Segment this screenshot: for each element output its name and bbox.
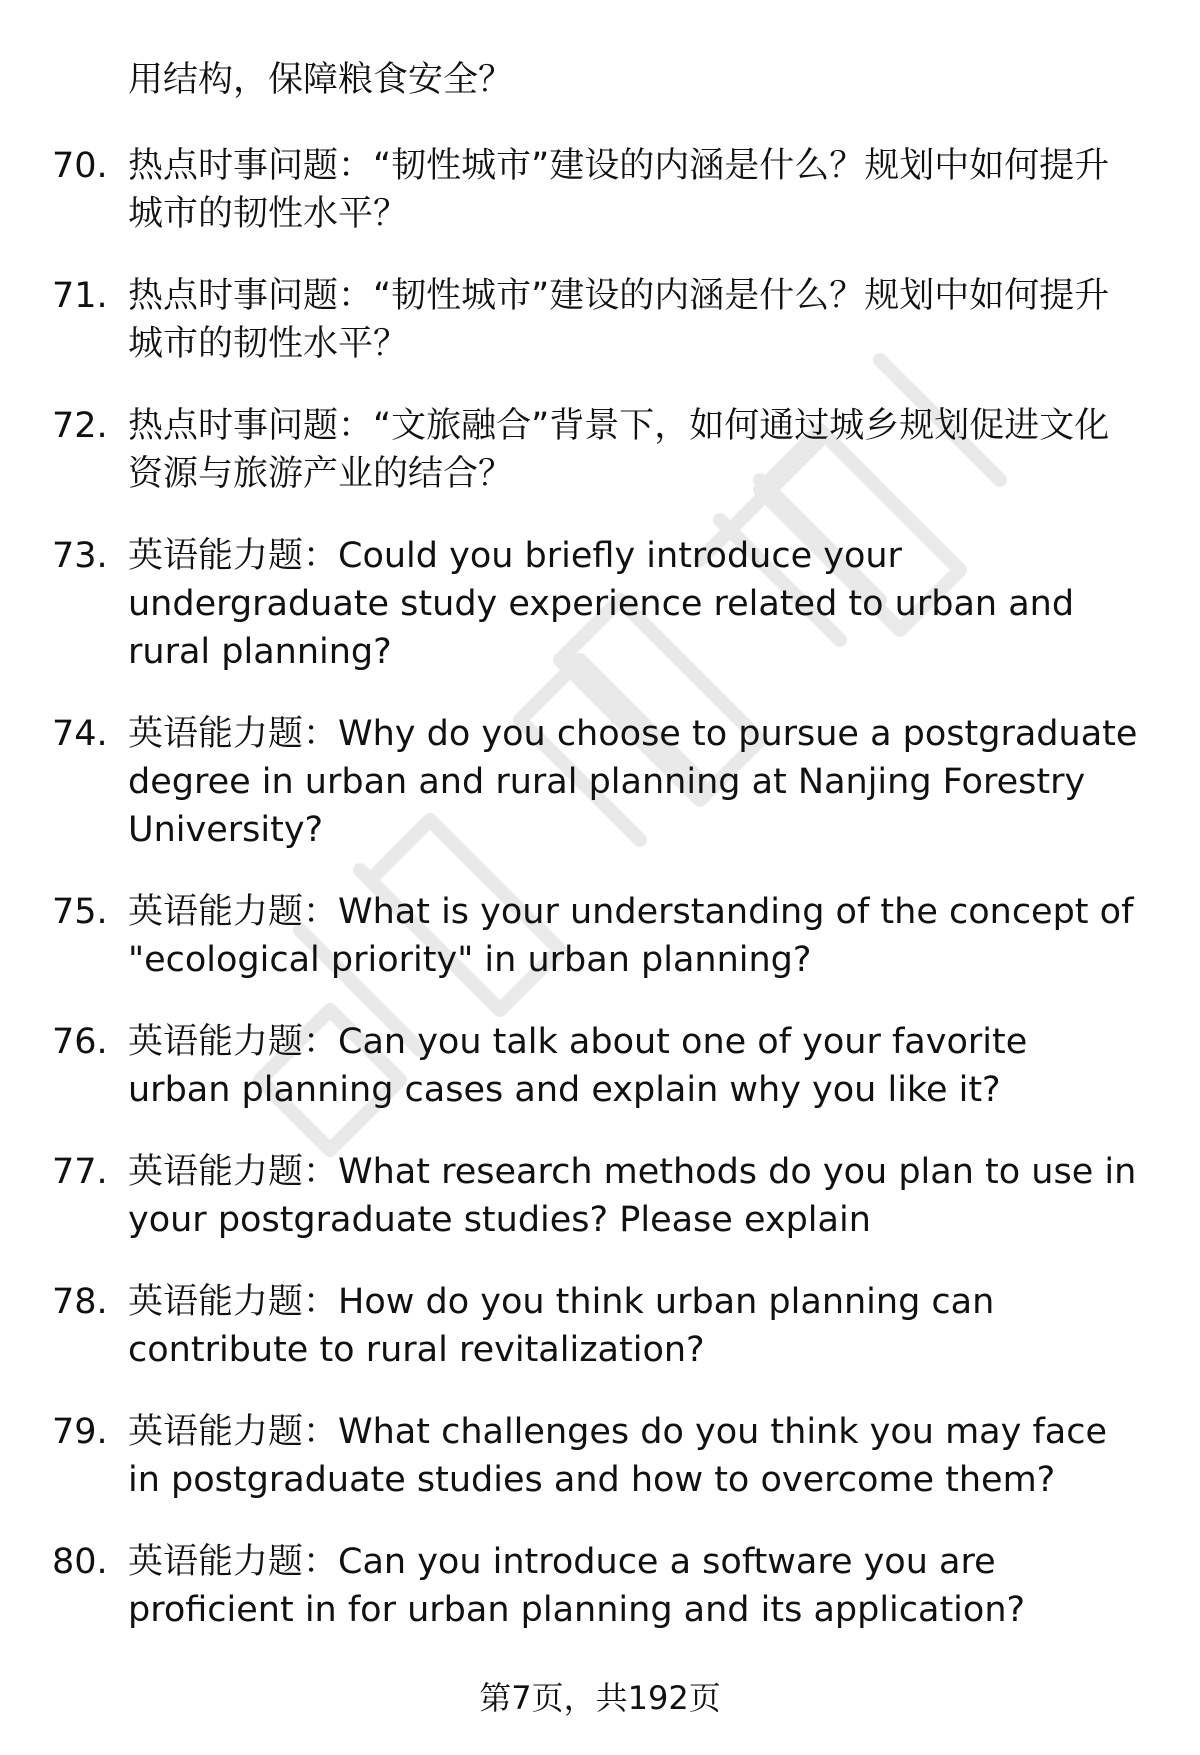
list-item: [0, 1538, 1140, 1634]
question-number: 80.: [52, 1542, 108, 1582]
question-number: 78.: [52, 1282, 108, 1322]
list-item: [0, 402, 1140, 498]
question-text: 英语能力题：What challenges do you think you may face in postgraduate studies and how to overcome them?: [128, 1412, 1107, 1500]
question-text: 英语能力题：How do you think urban planning can contribute to rural revitalization?: [128, 1282, 995, 1370]
list-item: [0, 710, 1140, 854]
question-text: 英语能力题：Why do you choose to pursue a postgraduate degree in urban and rural planning at Nanjing Forestry University?: [128, 714, 1138, 850]
question-text: 英语能力题：What is your understanding of the concept of "ecological priority" in urban planning?: [128, 892, 1134, 980]
list-item: [0, 272, 1140, 368]
list-item: [0, 142, 1140, 238]
question-text: 热点时事问题：“韧性城市”建设的内涵是什么？规划中如何提升城市的韧性水平？: [128, 146, 1110, 234]
question-number: 79.: [52, 1412, 108, 1452]
question-text: 热点时事问题：“文旅融合”背景下，如何通过城乡规划促进文化资源与旅游产业的结合？: [128, 406, 1110, 494]
question-text: 英语能力题：Can you introduce a software you are proficient in for urban planning and its application?: [128, 1542, 1026, 1630]
continued-question-text: 用结构，保障粮食安全？: [128, 60, 514, 100]
question-text: 英语能力题：Can you talk about one of your favorite urban planning cases and explain why you like it?: [128, 1022, 1028, 1110]
list-item: [0, 1278, 1140, 1374]
question-text: 英语能力题：Could you briefly introduce your undergraduate study experience related to urban and rural planning?: [128, 536, 1075, 672]
question-number: 76.: [52, 1022, 108, 1062]
list-item: [0, 1408, 1140, 1504]
list-item: [0, 1148, 1140, 1244]
question-text: 英语能力题：What research methods do you plan to use in your postgraduate studies? Please explain: [128, 1152, 1137, 1240]
list-item: [0, 532, 1140, 676]
page-footer: 第7页，共192页: [479, 1679, 721, 1717]
question-number: 70.: [52, 146, 108, 186]
question-number: 73.: [52, 536, 108, 576]
question-text: 热点时事问题：“韧性城市”建设的内涵是什么？规划中如何提升城市的韧性水平？: [128, 276, 1110, 364]
question-number: 71.: [52, 276, 108, 316]
question-number: 75.: [52, 892, 108, 932]
question-number: 72.: [52, 406, 108, 446]
question-number: 77.: [52, 1152, 108, 1192]
question-list: [0, 142, 1200, 1668]
list-item: [0, 888, 1140, 984]
list-item: [0, 1018, 1140, 1114]
question-number: 74.: [52, 714, 108, 754]
